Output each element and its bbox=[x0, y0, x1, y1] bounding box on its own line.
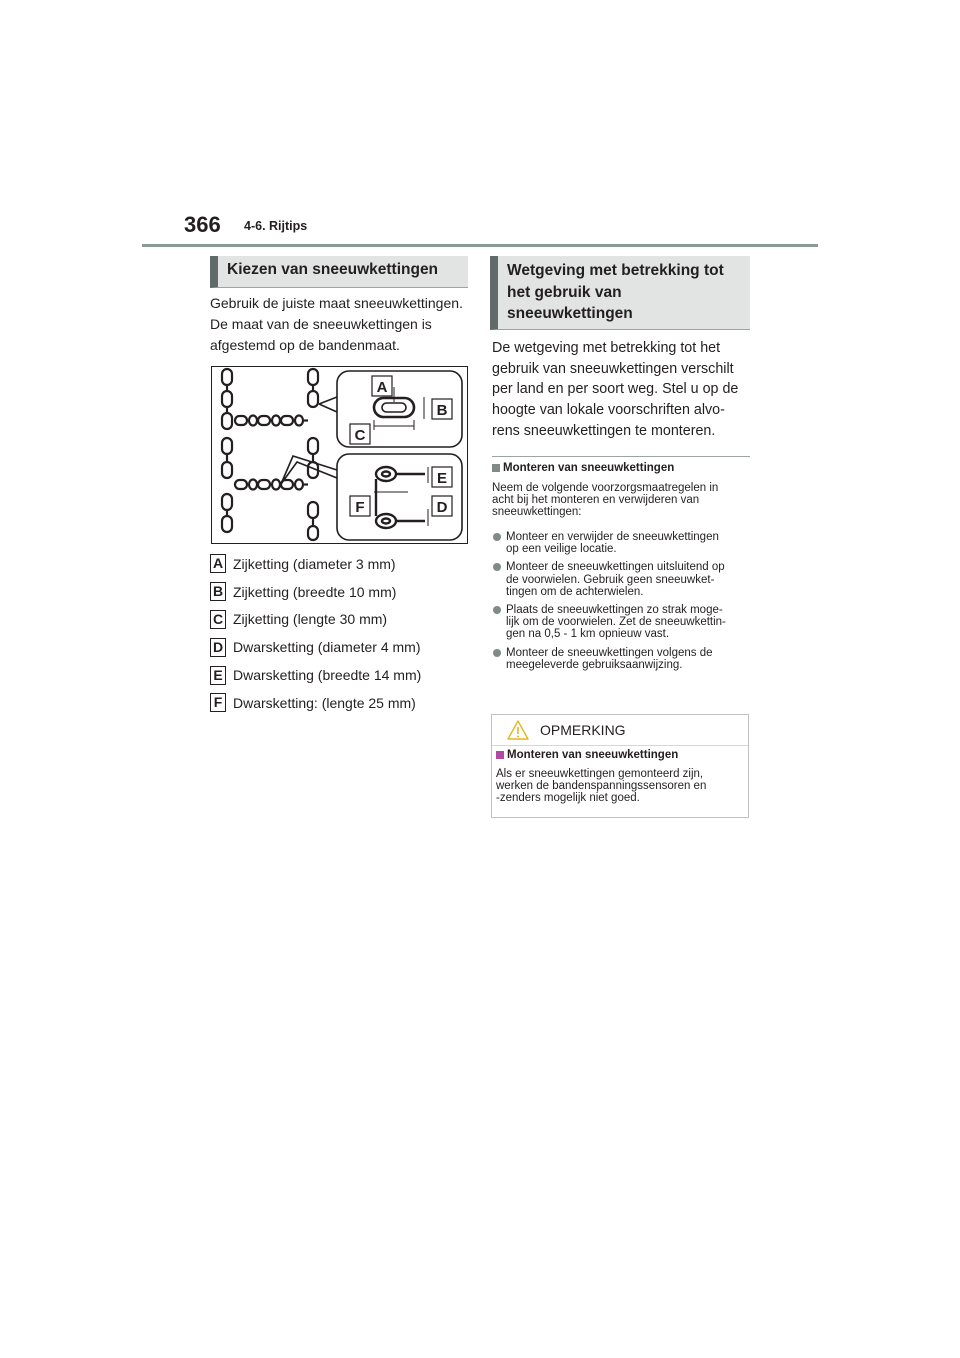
legend-text: Dwarsketting: (lengte 25 mm) bbox=[233, 694, 416, 711]
bullet-line: meegeleverde gebruiksaanwijzing. bbox=[506, 658, 683, 671]
note-title: OPMERKING bbox=[540, 722, 626, 738]
snow-chain-diagram bbox=[211, 366, 468, 544]
list-item bbox=[492, 604, 752, 641]
subsection-divider bbox=[492, 456, 750, 457]
intro-left bbox=[210, 293, 472, 356]
note-header bbox=[492, 715, 748, 746]
intro-right-line: gebruik van sneeuwkettingen verschilt bbox=[492, 360, 734, 377]
bullet-line: de voorwielen. Gebruik geen sneeuwket- bbox=[506, 573, 715, 586]
mounting-intro bbox=[492, 482, 754, 519]
note-body bbox=[496, 768, 748, 805]
heading-legislation-line: Wetgeving met betrekking tot bbox=[507, 262, 724, 279]
subheading-text: Monteren van sneeuwkettingen bbox=[503, 462, 675, 474]
legend-item bbox=[210, 550, 472, 578]
bullet-dot-icon bbox=[493, 649, 501, 657]
legend-item bbox=[210, 633, 472, 661]
bullet-dot-icon bbox=[493, 563, 501, 571]
legend-text: Zijketting (diameter 3 mm) bbox=[233, 555, 396, 572]
bullet-dot-icon bbox=[493, 606, 501, 614]
legend-item bbox=[210, 689, 472, 717]
legend-letter: D bbox=[210, 638, 226, 657]
mounting-intro-line: Neem de volgende voorzorgsmaatregelen in bbox=[492, 482, 719, 494]
note-box bbox=[491, 714, 749, 818]
heading-choosing-chains: Kiezen van sneeuwkettingen bbox=[210, 256, 468, 288]
legend-letter: C bbox=[210, 610, 226, 629]
heading-legislation-line: het gebruik van bbox=[507, 283, 622, 301]
legend-item bbox=[210, 606, 472, 634]
bullet-line: lijk om de voorwielen. Zet de sneeuwkettin- bbox=[506, 616, 726, 629]
legend-list bbox=[210, 550, 472, 717]
legend-letter: A bbox=[210, 554, 226, 573]
intro-right bbox=[492, 338, 754, 442]
list-item bbox=[492, 647, 752, 671]
note-line: -zenders mogelijk niet goed. bbox=[496, 792, 640, 805]
mounting-intro-line: sneeuwkettingen: bbox=[492, 506, 582, 519]
figure-label-f: F bbox=[355, 499, 365, 516]
bullet-line: Monteer en verwijder de sneeuwkettingen bbox=[506, 531, 719, 543]
intro-right-line: De wetgeving met betrekking tot het bbox=[492, 340, 721, 356]
note-subheading-text: Monteren van sneeuwkettingen bbox=[507, 749, 679, 761]
square-bullet-icon bbox=[492, 464, 500, 472]
header-divider bbox=[142, 244, 818, 247]
list-item bbox=[492, 561, 752, 598]
legend-text: Zijketting (lengte 30 mm) bbox=[233, 611, 388, 628]
figure-label-b: B bbox=[436, 402, 448, 419]
legend-text: Dwarsketting (diameter 4 mm) bbox=[233, 639, 421, 656]
subheading-mounting bbox=[492, 462, 674, 474]
square-bullet-icon bbox=[496, 751, 504, 759]
figure-label-e: E bbox=[436, 470, 448, 487]
bullet-line: gen na 0,5 - 1 km opnieuw vast. bbox=[506, 628, 670, 641]
intro-left-line: afgestemd op de bandenmaat. bbox=[210, 337, 400, 353]
page-number: 366 bbox=[184, 212, 221, 237]
intro-right-line: rens sneeuwkettingen te monteren. bbox=[492, 422, 716, 439]
mounting-intro-line: acht bij het monteren en verwijderen van bbox=[492, 494, 700, 507]
intro-right-line: hoogte van lokale voorschriften alvo- bbox=[492, 402, 725, 419]
intro-left-line: De maat van de sneeuwkettingen is bbox=[210, 316, 432, 332]
legend-letter: E bbox=[210, 666, 226, 685]
note-line: Als er sneeuwkettingen gemonteerd zijn, bbox=[496, 768, 704, 780]
legend-text: Zijketting (breedte 10 mm) bbox=[233, 583, 397, 600]
figure-label-c: C bbox=[354, 427, 366, 444]
section-title: 4-6. Rijtips bbox=[244, 219, 308, 233]
heading-legislation-line: sneeuwkettingen bbox=[507, 305, 633, 322]
bullet-line: Plaats de sneeuwkettingen zo strak moge- bbox=[506, 604, 723, 617]
intro-right-line: per land en per soort weg. Stel u op de bbox=[492, 381, 739, 398]
list-item bbox=[492, 531, 752, 555]
legend-letter: B bbox=[210, 582, 226, 601]
bullet-line: tingen om de achterwielen. bbox=[506, 585, 644, 598]
heading-legislation bbox=[490, 256, 750, 330]
precautions-list bbox=[492, 531, 752, 677]
bullet-line: Monteer de sneeuwkettingen volgens de bbox=[506, 646, 713, 659]
legend-text: Dwarsketting (breedte 14 mm) bbox=[233, 667, 422, 684]
warning-triangle-icon bbox=[507, 719, 529, 741]
legend-item bbox=[210, 661, 472, 689]
figure-label-d: D bbox=[436, 499, 448, 516]
bullet-line: Monteer de sneeuwkettingen uitsluitend op bbox=[506, 561, 725, 574]
legend-item bbox=[210, 578, 472, 606]
figure-label-a: A bbox=[376, 379, 388, 396]
bullet-dot-icon bbox=[493, 533, 501, 541]
bullet-line: op een veilige locatie. bbox=[506, 543, 617, 556]
legend-letter: F bbox=[210, 693, 226, 712]
note-line: werken de bandenspanningssensoren en bbox=[496, 780, 707, 793]
note-subheading bbox=[496, 749, 678, 761]
intro-left-line: Gebruik de juiste maat sneeuwkettingen. bbox=[210, 295, 463, 311]
